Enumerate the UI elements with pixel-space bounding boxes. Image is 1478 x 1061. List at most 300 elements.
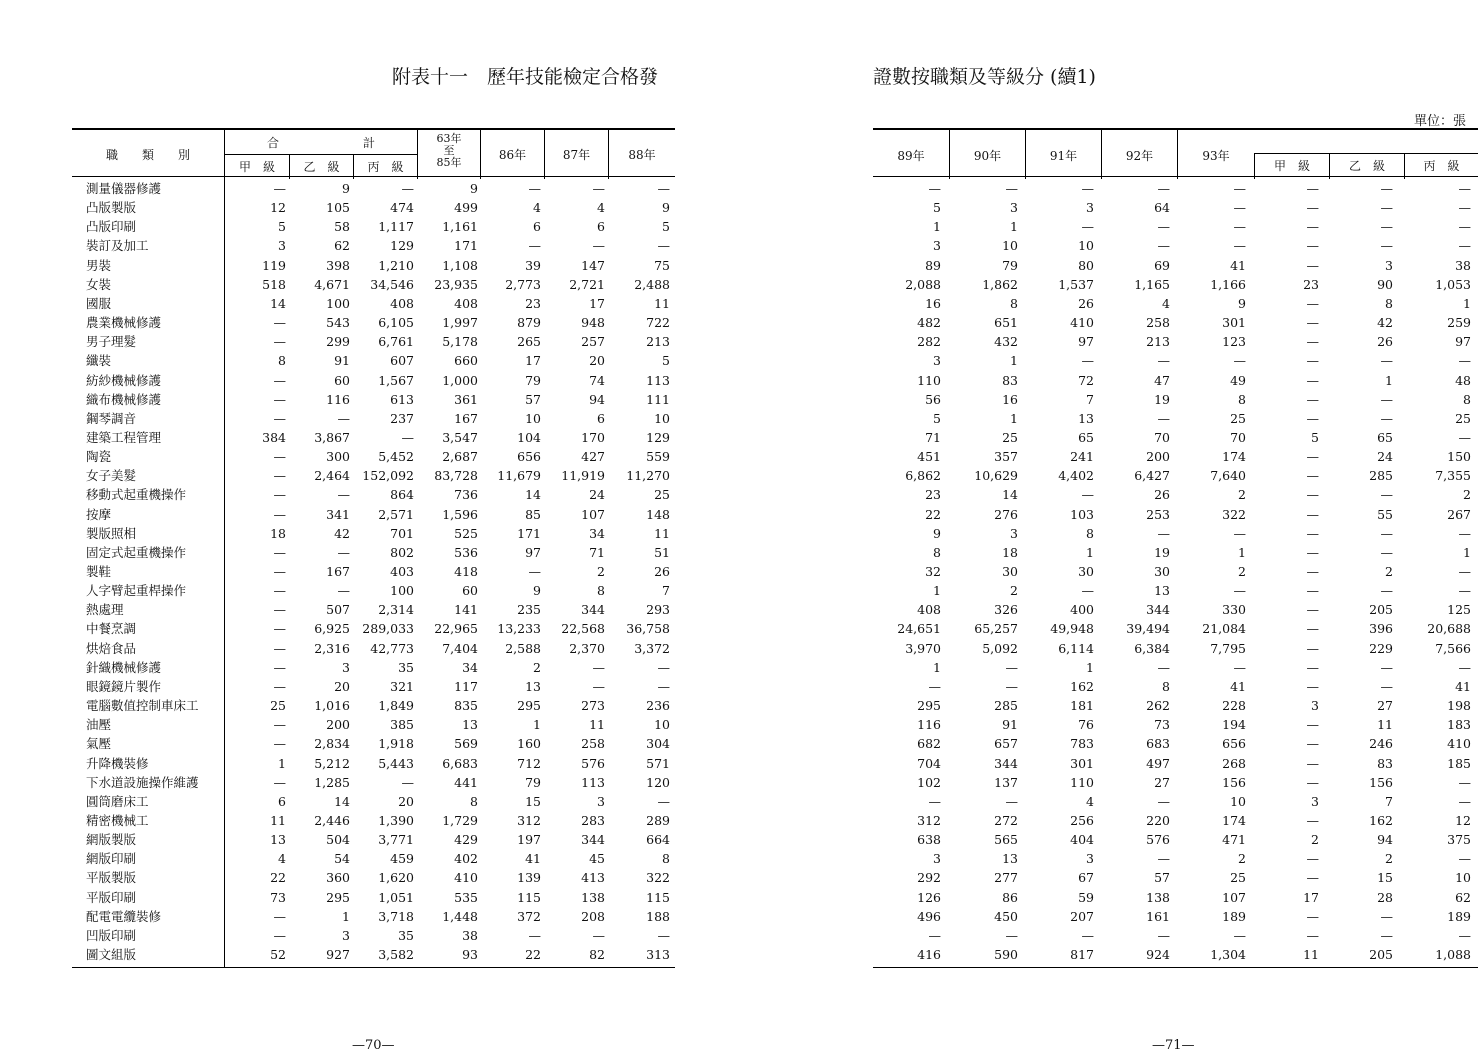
table-cell: —	[1233, 660, 1246, 675]
table-cell: 1,165	[1134, 277, 1170, 292]
table-cell: —	[1380, 526, 1393, 541]
table-cell: 246	[1369, 736, 1393, 751]
table-row	[72, 371, 675, 390]
table-cell: —	[1380, 181, 1393, 196]
table-cell: —	[1306, 353, 1319, 368]
table-cell: —	[1005, 181, 1018, 196]
table-cell: —	[1081, 928, 1094, 943]
table-cell: 45	[589, 851, 605, 866]
table-cell: 115	[646, 890, 670, 905]
table-cell: 543	[326, 315, 350, 330]
table-row	[873, 696, 1478, 715]
table-cell: 283	[581, 813, 605, 828]
header-grade-a-93: 甲 級	[1273, 159, 1310, 173]
table-cell: —	[657, 238, 670, 253]
table-cell: —	[1233, 353, 1246, 368]
table-row	[72, 849, 675, 868]
table-cell: 3,547	[442, 430, 478, 445]
table-row	[72, 198, 675, 217]
table-cell: 56	[925, 392, 941, 407]
row-label: 網版製版	[86, 832, 137, 847]
table-cell: 272	[994, 813, 1018, 828]
table-cell: 150	[1447, 449, 1471, 464]
row-label: 平版印刷	[86, 890, 137, 905]
table-cell: —	[1081, 487, 1094, 502]
table-cell: 237	[390, 411, 414, 426]
table-cell: —	[1306, 411, 1319, 426]
table-row	[873, 773, 1478, 792]
left-table-header	[72, 128, 675, 177]
table-row	[72, 275, 675, 294]
table-cell: 24	[1377, 449, 1393, 464]
table-cell: —	[1157, 660, 1170, 675]
table-cell: 1,053	[1435, 277, 1471, 292]
table-cell: —	[273, 641, 286, 656]
table-cell: 879	[517, 315, 541, 330]
table-cell: 321	[390, 679, 414, 694]
table-row	[72, 773, 675, 792]
table-cell: —	[1233, 526, 1246, 541]
table-cell: —	[1458, 181, 1471, 196]
table-cell: —	[1306, 775, 1319, 790]
table-cell: 2	[1238, 851, 1246, 866]
table-row	[873, 658, 1478, 677]
table-cell: 75	[654, 258, 670, 273]
table-cell: 115	[517, 890, 541, 905]
table-cell: —	[273, 181, 286, 196]
table-row	[873, 428, 1478, 447]
table-cell: 6	[533, 219, 541, 234]
table-cell: 683	[1146, 736, 1170, 751]
table-row	[72, 485, 675, 504]
table-cell: 10	[1230, 794, 1246, 809]
table-cell: 1	[933, 660, 941, 675]
table-cell: 1,567	[378, 373, 414, 388]
table-cell: 73	[1154, 717, 1170, 732]
table-cell: 5	[933, 411, 941, 426]
table-cell: —	[273, 507, 286, 522]
table-cell: 1	[1463, 545, 1471, 560]
header-y87: 87年	[562, 148, 591, 162]
table-cell: 413	[581, 870, 605, 885]
table-cell: 361	[454, 392, 478, 407]
table-cell: —	[657, 794, 670, 809]
table-cell: 26	[1078, 296, 1094, 311]
table-cell: 408	[917, 602, 941, 617]
table-cell: 7,566	[1435, 641, 1471, 656]
table-row	[873, 830, 1478, 849]
table-cell: 265	[517, 334, 541, 349]
table-cell: 57	[525, 392, 541, 407]
table-cell: —	[1306, 219, 1319, 234]
row-label: 凹版印刷	[86, 928, 137, 943]
table-cell: 499	[454, 200, 478, 215]
table-cell: 110	[917, 373, 941, 388]
table-cell: 22	[925, 507, 941, 522]
table-cell: 51	[654, 545, 670, 560]
table-cell: 25	[1230, 870, 1246, 885]
table-cell: 148	[646, 507, 670, 522]
table-cell: 1,849	[378, 698, 414, 713]
table-cell: 113	[646, 373, 670, 388]
table-cell: 30	[1078, 564, 1094, 579]
table-row	[873, 600, 1478, 619]
table-cell: 268	[1222, 756, 1246, 771]
table-cell: —	[1306, 545, 1319, 560]
table-cell: 20	[398, 794, 414, 809]
table-cell: 312	[517, 813, 541, 828]
table-cell: 7	[1385, 794, 1393, 809]
table-cell: 16	[925, 296, 941, 311]
table-cell: 927	[326, 947, 350, 962]
table-cell: 1,117	[378, 219, 414, 234]
header-y86: 86年	[498, 148, 527, 162]
table-cell: —	[273, 487, 286, 502]
table-cell: 171	[454, 238, 478, 253]
row-label: 電腦數值控制車床工	[86, 698, 199, 713]
table-cell: 80	[1078, 258, 1094, 273]
unit-label: 單位：張	[1414, 114, 1467, 129]
header-category: 職 類 別	[105, 148, 190, 162]
table-cell: 402	[454, 851, 478, 866]
table-row	[72, 466, 675, 485]
table-cell: —	[1458, 794, 1471, 809]
table-cell: 102	[917, 775, 941, 790]
table-cell: 1,918	[378, 736, 414, 751]
table-cell: 3,372	[634, 641, 670, 656]
row-label: 國服	[86, 296, 112, 311]
table-cell: 8	[1463, 392, 1471, 407]
table-cell: 65	[1377, 430, 1393, 445]
row-label: 製版照相	[86, 526, 137, 541]
table-cell: —	[1306, 813, 1319, 828]
header-y89: 89年	[897, 149, 925, 163]
table-cell: —	[1157, 794, 1170, 809]
row-label: 圓筒磨床工	[86, 794, 149, 809]
table-cell: 93	[462, 947, 478, 962]
table-cell: 3	[933, 238, 941, 253]
table-cell: 8	[1385, 296, 1393, 311]
table-cell: —	[273, 411, 286, 426]
table-cell: —	[273, 392, 286, 407]
table-cell: —	[1380, 353, 1393, 368]
table-cell: —	[1306, 258, 1319, 273]
table-cell: —	[1380, 392, 1393, 407]
table-cell: —	[528, 928, 541, 943]
table-cell: —	[528, 181, 541, 196]
table-cell: 13	[525, 679, 541, 694]
table-cell: 8	[1086, 526, 1094, 541]
table-cell: 41	[1230, 679, 1246, 694]
table-cell: 258	[581, 736, 605, 751]
table-row	[873, 945, 1478, 964]
table-cell: 835	[454, 698, 478, 713]
table-cell: 20,688	[1427, 621, 1471, 636]
table-cell: —	[1306, 507, 1319, 522]
table-cell: 23	[1303, 277, 1319, 292]
table-row	[873, 198, 1478, 217]
table-cell: 301	[1070, 756, 1094, 771]
table-cell: 38	[1455, 258, 1471, 273]
table-cell: 79	[525, 775, 541, 790]
table-cell: 85	[525, 507, 541, 522]
table-cell: —	[1380, 583, 1393, 598]
table-cell: —	[273, 373, 286, 388]
table-row	[72, 734, 675, 753]
table-cell: —	[1306, 315, 1319, 330]
table-cell: 1	[278, 756, 286, 771]
table-cell: 72	[1078, 373, 1094, 388]
table-cell: 90	[1377, 277, 1393, 292]
table-cell: 4	[278, 851, 286, 866]
table-cell: —	[928, 181, 941, 196]
table-cell: 138	[1146, 890, 1170, 905]
table-cell: 125	[1447, 602, 1471, 617]
table-cell: 276	[994, 507, 1018, 522]
table-cell: 6,114	[1058, 641, 1094, 656]
table-cell: —	[657, 181, 670, 196]
table-row	[72, 351, 675, 370]
table-cell: 2,314	[378, 602, 414, 617]
row-label: 人字臂起重桿操作	[86, 583, 187, 598]
table-cell: —	[273, 602, 286, 617]
table-cell: 1	[933, 219, 941, 234]
table-cell: 156	[1369, 775, 1393, 790]
table-cell: 3	[1010, 526, 1018, 541]
row-label: 織布機械修護	[86, 392, 162, 407]
table-cell: 18	[1002, 545, 1018, 560]
table-cell: 60	[334, 373, 350, 388]
table-cell: 518	[262, 277, 286, 292]
table-cell: 2	[1238, 487, 1246, 502]
table-row	[873, 236, 1478, 255]
table-row	[72, 409, 675, 428]
table-cell: 7,404	[442, 641, 478, 656]
row-label: 氣壓	[86, 736, 112, 751]
table-cell: —	[1306, 621, 1319, 636]
table-cell: 23	[525, 296, 541, 311]
table-cell: —	[1306, 583, 1319, 598]
table-row	[873, 256, 1478, 275]
table-cell: 21,084	[1202, 621, 1246, 636]
table-cell: —	[273, 468, 286, 483]
table-row	[873, 466, 1478, 485]
table-cell: —	[1157, 526, 1170, 541]
table-cell: 6	[597, 411, 605, 426]
table-cell: 9	[662, 200, 670, 215]
table-cell: 9	[342, 181, 350, 196]
table-row	[873, 811, 1478, 830]
table-cell: 183	[1447, 717, 1471, 732]
table-cell: 3	[1086, 851, 1094, 866]
row-label: 陶瓷	[86, 449, 112, 464]
table-cell: —	[1306, 200, 1319, 215]
table-cell: —	[1458, 851, 1471, 866]
table-cell: 17	[525, 353, 541, 368]
table-cell: 228	[1222, 698, 1246, 713]
table-cell: 1,166	[1210, 277, 1246, 292]
table-cell: 2	[533, 660, 541, 675]
table-cell: 35	[398, 928, 414, 943]
table-cell: 174	[1222, 449, 1246, 464]
table-cell: —	[592, 181, 605, 196]
table-cell: 2,488	[634, 277, 670, 292]
table-cell: 171	[517, 526, 541, 541]
table-cell: 1	[1010, 411, 1018, 426]
table-cell: 10	[1002, 238, 1018, 253]
table-cell: 657	[994, 736, 1018, 751]
table-cell: 504	[326, 832, 350, 847]
table-cell: 205	[1369, 947, 1393, 962]
table-cell: 220	[1146, 813, 1170, 828]
table-cell: 162	[1369, 813, 1393, 828]
table-cell: —	[592, 238, 605, 253]
table-cell: 313	[646, 947, 670, 962]
table-cell: —	[337, 545, 350, 560]
table-cell: —	[273, 449, 286, 464]
table-cell: 11	[1303, 947, 1319, 962]
table-cell: 91	[334, 353, 350, 368]
table-cell: 1,108	[442, 258, 478, 273]
table-cell: 14	[1002, 487, 1018, 502]
table-row	[873, 543, 1478, 562]
row-label: 男裝	[86, 258, 112, 273]
table-cell: 2	[1385, 851, 1393, 866]
table-cell: 32	[925, 564, 941, 579]
table-cell: 2,446	[314, 813, 350, 828]
table-cell: 162	[1070, 679, 1094, 694]
table-cell: 26	[1377, 334, 1393, 349]
table-cell: 8	[278, 353, 286, 368]
table-cell: —	[1380, 219, 1393, 234]
table-row	[72, 945, 675, 964]
table-cell: —	[1458, 928, 1471, 943]
table-cell: 13	[270, 832, 286, 847]
table-cell: —	[273, 545, 286, 560]
table-row	[873, 639, 1478, 658]
table-row	[873, 332, 1478, 351]
table-cell: —	[1380, 660, 1393, 675]
table-cell: —	[273, 736, 286, 751]
table-cell: 817	[1070, 947, 1094, 962]
table-cell: 1,161	[442, 219, 478, 234]
right-table-bottom-rule	[873, 967, 1478, 968]
table-cell: 8	[597, 583, 605, 598]
left-table-bottom-rule	[72, 967, 675, 968]
table-cell: —	[1005, 928, 1018, 943]
table-cell: 2,464	[314, 468, 350, 483]
table-cell: 20	[589, 353, 605, 368]
table-cell: 25	[1455, 411, 1471, 426]
table-row	[873, 485, 1478, 504]
table-cell: 6	[278, 794, 286, 809]
row-label: 女裝	[86, 277, 112, 292]
table-cell: 259	[1447, 315, 1471, 330]
table-cell: 14	[525, 487, 541, 502]
table-cell: 536	[454, 545, 478, 560]
table-cell: 701	[390, 526, 414, 541]
table-cell: 22	[270, 870, 286, 885]
table-cell: 62	[1455, 890, 1471, 905]
table-row	[873, 849, 1478, 868]
table-cell: 107	[581, 507, 605, 522]
table-cell: 1	[1086, 660, 1094, 675]
table-cell: 6,925	[314, 621, 350, 636]
table-row	[72, 792, 675, 811]
table-cell: —	[1458, 219, 1471, 234]
table-cell: 188	[646, 909, 670, 924]
table-cell: 1,016	[314, 698, 350, 713]
table-cell: 39,494	[1126, 621, 1170, 636]
table-cell: 277	[994, 870, 1018, 885]
table-cell: 262	[1146, 698, 1170, 713]
table-cell: 300	[326, 449, 350, 464]
table-cell: 736	[454, 487, 478, 502]
table-cell: 5	[662, 353, 670, 368]
table-cell: —	[1306, 487, 1319, 502]
table-cell: 330	[1222, 602, 1246, 617]
table-cell: 360	[326, 870, 350, 885]
header-y90: 90年	[973, 149, 1002, 163]
table-cell: 3	[1311, 794, 1319, 809]
table-cell: —	[1306, 564, 1319, 579]
table-cell: 24	[589, 487, 605, 502]
table-cell: 6,427	[1134, 468, 1170, 483]
table-cell: 185	[1447, 756, 1471, 771]
table-cell: 5	[278, 219, 286, 234]
table-cell: 104	[517, 430, 541, 445]
table-cell: —	[1306, 238, 1319, 253]
table-cell: 496	[917, 909, 941, 924]
table-cell: 783	[1070, 736, 1094, 751]
table-cell: 590	[994, 947, 1018, 962]
table-cell: —	[1157, 411, 1170, 426]
table-cell: 408	[454, 296, 478, 311]
table-cell: 71	[589, 545, 605, 560]
table-cell: 11	[654, 526, 670, 541]
table-cell: 1	[1086, 545, 1094, 560]
table-row	[873, 275, 1478, 294]
table-cell: 722	[646, 315, 670, 330]
table-cell: 83	[1377, 756, 1393, 771]
row-label: 下水道設施操作維護	[86, 775, 199, 790]
table-cell: —	[273, 909, 286, 924]
table-cell: 1	[533, 717, 541, 732]
table-row	[72, 830, 675, 849]
table-cell: 2,571	[378, 507, 414, 522]
table-row	[873, 409, 1478, 428]
table-cell: 8	[1162, 679, 1170, 694]
table-cell: 3	[342, 660, 350, 675]
table-row	[873, 907, 1478, 926]
table-row	[72, 294, 675, 313]
table-cell: 295	[326, 890, 350, 905]
table-cell: —	[928, 679, 941, 694]
table-cell: 482	[917, 315, 941, 330]
table-cell: 416	[917, 947, 941, 962]
table-cell: —	[1157, 181, 1170, 196]
table-cell: 6,384	[1134, 641, 1170, 656]
table-cell: 5	[1311, 430, 1319, 445]
table-cell: 25	[1230, 411, 1246, 426]
table-cell: 429	[454, 832, 478, 847]
table-cell: 289	[646, 813, 670, 828]
table-cell: 49,948	[1050, 621, 1094, 636]
row-label: 中餐烹調	[86, 621, 137, 636]
table-row	[72, 505, 675, 524]
table-cell: 16	[1002, 392, 1018, 407]
table-cell: 74	[589, 373, 605, 388]
